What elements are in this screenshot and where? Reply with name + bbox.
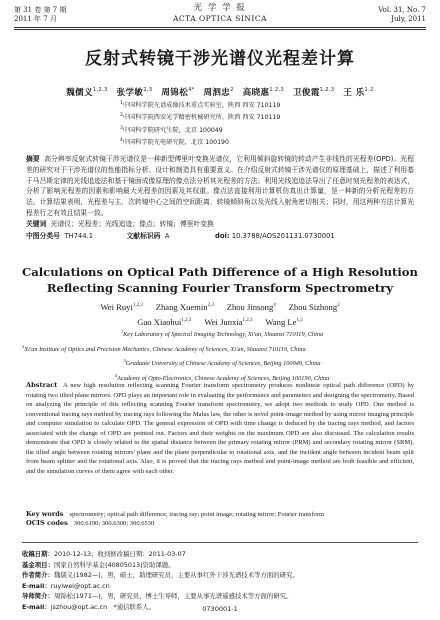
footnote-label: 导师简介： <box>22 592 54 600</box>
authors-en-line1 <box>40 299 400 314</box>
affiliations-en <box>22 326 422 384</box>
footnote-label: E-mail： <box>22 602 51 611</box>
classification-cn <box>26 231 414 241</box>
affiliation-en-text: Key Laboratory of Spectral Imaging Technology, Xi'an, Shaanxi 710119, China <box>123 331 324 339</box>
footnote-label: 基金项目： <box>22 560 54 569</box>
abstract-cn-text: 高分辨率反射式转镜干涉光谱仪是一种新型傅里叶变换光谱仪，它利用倾斜旋转镜的转动产生非线性的光程差(OPD)。光程差的研究对于干涉光谱仪的性能指标分析、设计和制造具有重要意义。在介绍反射式转镜干涉光谱仪的原理基础上，描述了利用基于马吕斯定律的光线追迹法和基于镜面成像原理的像点法分析其光程差的方法。利用光线追迹法导出了任意时刻光程差的表达式，分析了影响光程差的因素和影响最大光程差的因素及其权重。像点法直接利用计算机仿真出计算量，是一种新的分析光程差的方法。计算结果表明，光程差与主、次转镜中心之间的空间距离、转镜倾斜角以及光线入射角密切相关；同时，用这两种方法计算光程差行之有效且结果一致。 <box>26 155 415 217</box>
author-cn-sup: 1,2 <box>364 87 374 94</box>
affiliation-cn <box>120 124 280 136</box>
author-en-sup: 1,2,3 <box>132 303 143 308</box>
footnote-text: 周锦松(1971—)，男，研究员，博士生导师，主要从事光谱遥感技术等方面的研究。 <box>53 592 293 600</box>
author-en-name: Zhou Sizhong <box>288 301 338 312</box>
affiliation-en-sup: 2 <box>22 343 25 349</box>
abstract-cn <box>26 154 414 219</box>
footnote-label: 作者简介： <box>22 571 54 579</box>
author-en-sup: 1,2,3 <box>181 317 192 323</box>
keywords-cn-label: 关键词 <box>26 220 47 228</box>
author-cn-name: 王 乐 <box>343 88 365 98</box>
date-cn: 2011 年 7 月 <box>14 15 57 23</box>
footnote-text: ruyiwei@opt.ac.cn <box>50 581 110 590</box>
author-cn-sup: 2,3 <box>143 87 153 94</box>
footnote-text: *通信联系人。 <box>113 602 156 611</box>
author-cn-name: 周锦松 <box>161 88 189 98</box>
author-cn-name: 卫俊霞 <box>293 88 320 98</box>
journal-name-en: ACTA OPTICA SINICA <box>172 14 268 23</box>
affiliation-en-text: Academy of Opto-Electronics, Chinese Academy of Sciences, Beijing 100190, China <box>116 374 330 382</box>
affiliation-en-text: Graduate University of Chinese Academy of Sciences, Beijing 100049, China <box>125 360 321 368</box>
author-en-name: Wei Ruyi <box>100 301 133 312</box>
doi-value: 10.3788/AOS201131.0730001 <box>231 232 335 240</box>
affiliation-en-sup: 4 <box>114 372 117 378</box>
footnote-line <box>22 570 418 581</box>
keywords-en-label: Key words <box>26 510 64 518</box>
ocis-codes <box>26 519 414 528</box>
header-rule-top <box>14 27 426 28</box>
affiliation-cn-sup: 2 <box>120 113 123 119</box>
author-cn-sup: 1,2,3 <box>92 87 108 94</box>
footnote-text: 魏儒义(1982—)，男，硕士，助理研究员，主要从事红外干涉光谱技术等方面的研究。 <box>53 571 299 579</box>
author-cn-sup: 2 <box>230 87 234 94</box>
author-en-name: Wei Junxia <box>204 316 243 327</box>
affiliation-cn-text: 中国科学院光电研究院，北京 100190 <box>122 139 229 147</box>
keywords-en <box>26 510 414 519</box>
author-en-name: Wang Le <box>265 316 297 327</box>
abstract-cn-label: 摘要 <box>26 155 40 163</box>
keywords-cn <box>26 219 414 229</box>
author-cn-name: 高晓惠 <box>242 88 270 98</box>
footnote-line <box>22 549 418 560</box>
footnote-label: E-mail： <box>22 581 51 590</box>
footnote-text: jszhou@opt.ac.cn <box>50 602 108 611</box>
vol-issue-en: Vol. 31, No. 7 <box>378 6 426 14</box>
doc-code: A <box>164 232 170 240</box>
author-en-sup: 4 <box>273 303 276 308</box>
author-cn-sup: 1,2,3 <box>269 87 285 94</box>
affiliation-en <box>22 326 422 341</box>
authors-en <box>40 299 400 329</box>
footnote-text: 国家自然科学基金(40805013)资助课题。 <box>53 560 175 569</box>
keywords-en-text: spectrometry; optical path difference; tracing ray; point image; rotating mirror; Fourier transform <box>69 511 325 518</box>
affiliation-cn <box>120 99 280 111</box>
affiliation-cn-text: 中国科学院研究生院，北京 100049 <box>122 127 223 134</box>
author-en-sup: 1,2,3 <box>242 317 253 323</box>
author-en-name: Zhang Xuemin <box>155 301 208 312</box>
footnote-line <box>22 591 418 602</box>
author-cn-name: 魏儒义 <box>66 88 93 98</box>
header-right <box>378 6 426 24</box>
affiliation-en-sup: 1 <box>120 329 124 334</box>
footnote-label: 收稿日期： <box>22 550 54 558</box>
footnote-line <box>22 560 418 571</box>
author-en-name: Zhou Jinsong <box>226 301 274 312</box>
author-cn-sup: 1,2,3 <box>319 87 335 94</box>
affiliation-cn-sup: 4 <box>120 138 123 144</box>
author-cn-name: 张学敏 <box>116 88 144 98</box>
page-number: 0730001-1 <box>202 605 238 613</box>
affiliation-en <box>22 341 422 356</box>
affiliations-cn <box>120 99 280 149</box>
author-en-sup: 1,2 <box>296 317 303 323</box>
title-en: Calculations on Optical Path Difference of a High Resolution Reflecting Scanning Fourier Transform Spectrometry <box>22 265 418 295</box>
clc-label: 中图分类号 <box>26 232 60 240</box>
abstract-en-text: A new high resolution reflecting scanning Fourier transform spectrometry produces nonlinear optical path difference (OPD) by rotating two tilted plane mirrors. OPD plays an important role in evaluating the performance and parameters and designing the spectrometry. Based on analyzing the principle of this reflecting scanning Fourier transform spectrometry, we adopt two methods to study OPD. One method is conventional tracing rays method by tracing rays following the Malus law, the other is novel point-image method by using mirror imaging principle and computer simulation to calculate OPD. The general expression of OPD with time change is deduced by the tracing rays method, and factors associated with the change of OPD are pointed out. Factors and their weights on the maximum OPD are also discussed. The calculation results demonstrate that OPD is closely related to the spatial distance between the primary rotating mirror (PRM) and secondary rotating mirror (SRM), the tilted angle between rotating mirrors' plane and the plane perpendicular to rotational axis, and the incident angle between incident beam split from beam splitter and the rotational axis. Also, it is proved that the tracing rays method and point-image method are both feasible and efficient, and the simulation curves of them agree with each other. <box>26 382 415 475</box>
footnotes <box>22 549 418 612</box>
author-cn-name: 周泗忠 <box>203 88 231 98</box>
vol-issue-cn: 第 31 卷 第 7 期 <box>14 6 67 14</box>
journal-name-cn: 光 学 学 报 <box>193 3 247 13</box>
authors-cn <box>0 86 440 98</box>
title-cn: 反射式转镜干涉光谱仪光程差计算 <box>85 49 355 69</box>
affiliation-cn-sup: 1 <box>120 101 123 106</box>
affiliation-cn-sup: 3 <box>120 125 123 131</box>
author-en-name: Gao Xiaohui <box>137 316 182 327</box>
footnote-rule <box>22 542 418 543</box>
author-cn-sup: 4* <box>188 87 195 94</box>
affiliation-en <box>22 355 422 370</box>
affiliation-en-sup: 3 <box>123 358 126 364</box>
footnote-text: 2010-12-13；收到修改稿日期：2011-03-07 <box>53 550 186 558</box>
author-en-sup: 2 <box>337 303 340 308</box>
footnote-line <box>22 581 418 592</box>
affiliation-cn <box>120 111 280 123</box>
abstract-en <box>26 381 414 476</box>
affiliation-cn-text: 中国科学院西安光学精密机械研究所，陕西 西安 710119 <box>122 114 281 122</box>
clc-code: TH744.1 <box>64 232 94 240</box>
date-en: July, 2011 <box>391 15 426 23</box>
affiliation-cn-text: 中国科学院光谱成像技术重点实验室，陕西 西安 710119 <box>122 102 281 110</box>
doi-label: doi: <box>214 232 230 240</box>
keywords-cn-text: 光谱仪；光程差；光线追迹；像点；转镜；傅里叶变换 <box>50 220 214 228</box>
author-en-sup: 2,3 <box>207 303 214 308</box>
doc-code-label: 文献标识码 <box>126 232 161 240</box>
ocis-label: OCIS codes <box>26 519 68 527</box>
abstract-en-label: Abstract <box>26 381 58 389</box>
affiliation-cn <box>120 136 280 148</box>
header-rule-bottom <box>14 29 426 30</box>
ocis-text: 300.6190; 300.6300; 300.6530 <box>73 520 155 527</box>
affiliation-en-text: Xi'an Institute of Optics and Precision Mechanics, Chinese Academy of Sciences, Xi'an, Shaanxi 710119, China <box>24 345 306 353</box>
